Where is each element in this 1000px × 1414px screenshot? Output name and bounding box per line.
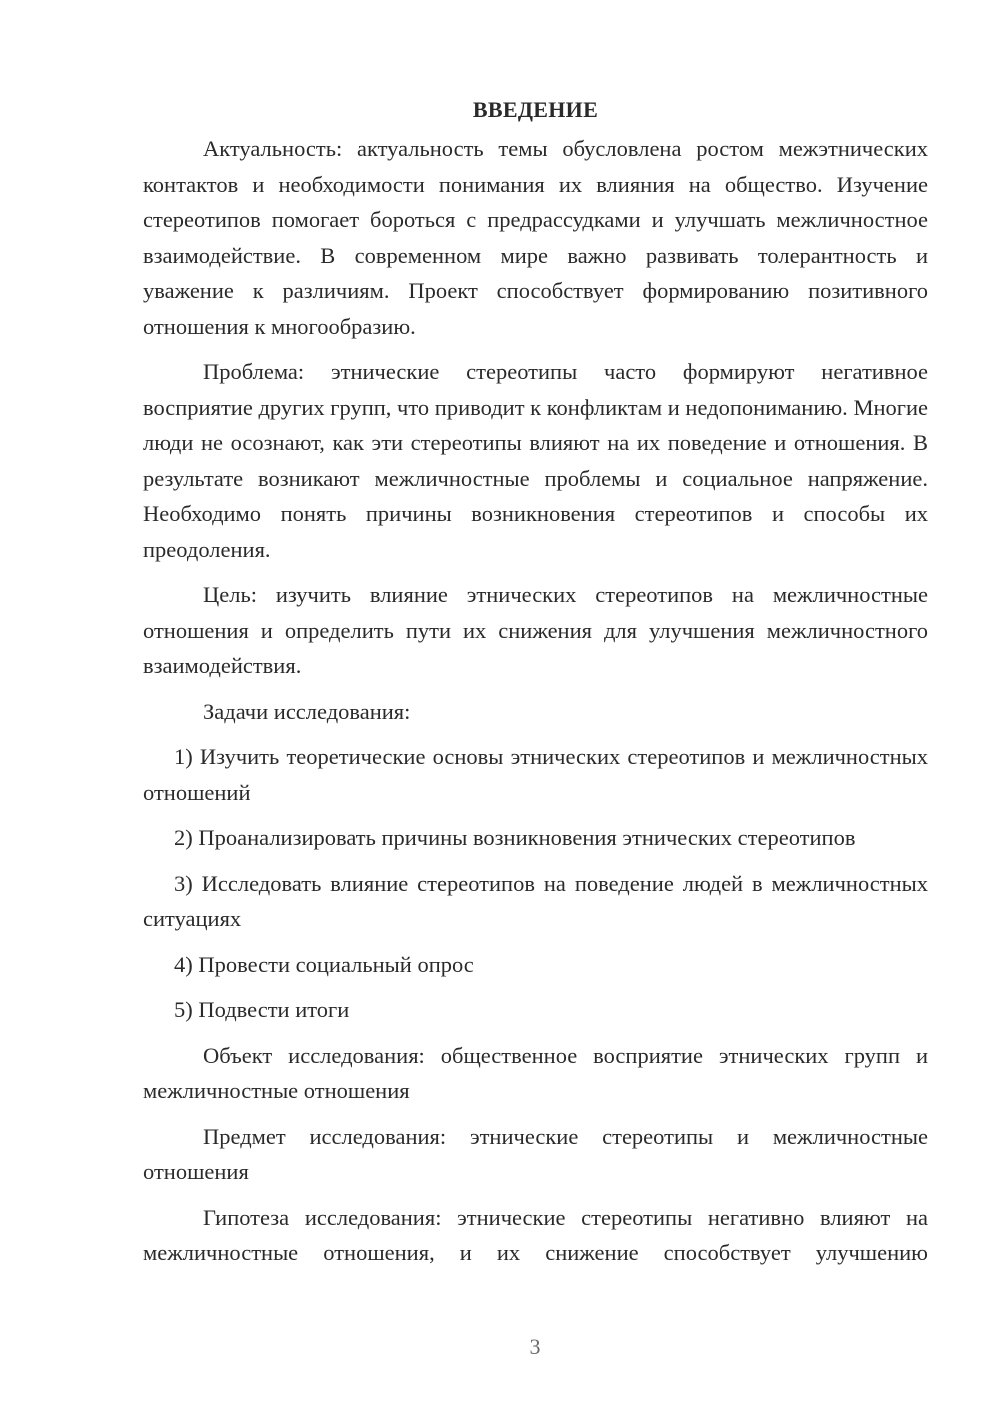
section-heading: ВВЕДЕНИЕ — [472, 97, 599, 122]
hypothesis-paragraph: Гипотеза исследования: этнические стереотипы негативно влияют на межличностные отношения, и их снижение способствует улучшению — [143, 1204, 928, 1265]
relevance-paragraph: Актуальность: актуальность темы обусловлена ростом межэтнических контактов и необходимости понимания их влияния на общество. Изучение стереотипов помогает бороться с предрассудками и улучшать межличностное взаимодействие. В современном мире важно развивать толерантность и уважение к различиям. Проект способствует формированию позитивного отношения к многообразию. — [143, 136, 928, 339]
task-item: 2) Проанализировать причины возникновения этнических стереотипов — [174, 825, 856, 850]
task-item: 4) Провести социальный опрос — [174, 951, 474, 977]
task-item: 1) Изучить теоретические основы этнических стереотипов и межличностных отношений — [143, 744, 928, 805]
goal-paragraph: Цель: изучить влияние этнических стереотипов на межличностные отношения и определить пути их снижения для улучшения межличностного взаимодействия. — [143, 582, 928, 678]
task-item: 3) Исследовать влияние стереотипов на поведение людей в межличностных ситуациях — [143, 870, 928, 931]
object-paragraph: Объект исследования: общественное восприятие этнических групп и межличностные отношения — [143, 1042, 928, 1103]
page-body — [143, 88, 928, 1281]
subject-paragraph: Предмет исследования: этнические стереотипы и межличностные отношения — [143, 1123, 928, 1184]
problem-paragraph: Проблема: этнические стереотипы часто формируют негативное восприятие других групп, что приводит к конфликтам и недопониманию. Многие люди не осознают, как эти стереотипы влияют на их поведение и отношения. В результате возникают межличностные проблемы и социальное напряжение. Необходимо понять причины возникновения стереотипов и способы их преодоления. — [143, 359, 928, 562]
task-item: 5) Подвести итоги — [174, 997, 350, 1022]
page-number: 3 — [529, 1334, 541, 1359]
tasks-title: Задачи исследования: — [203, 698, 411, 724]
